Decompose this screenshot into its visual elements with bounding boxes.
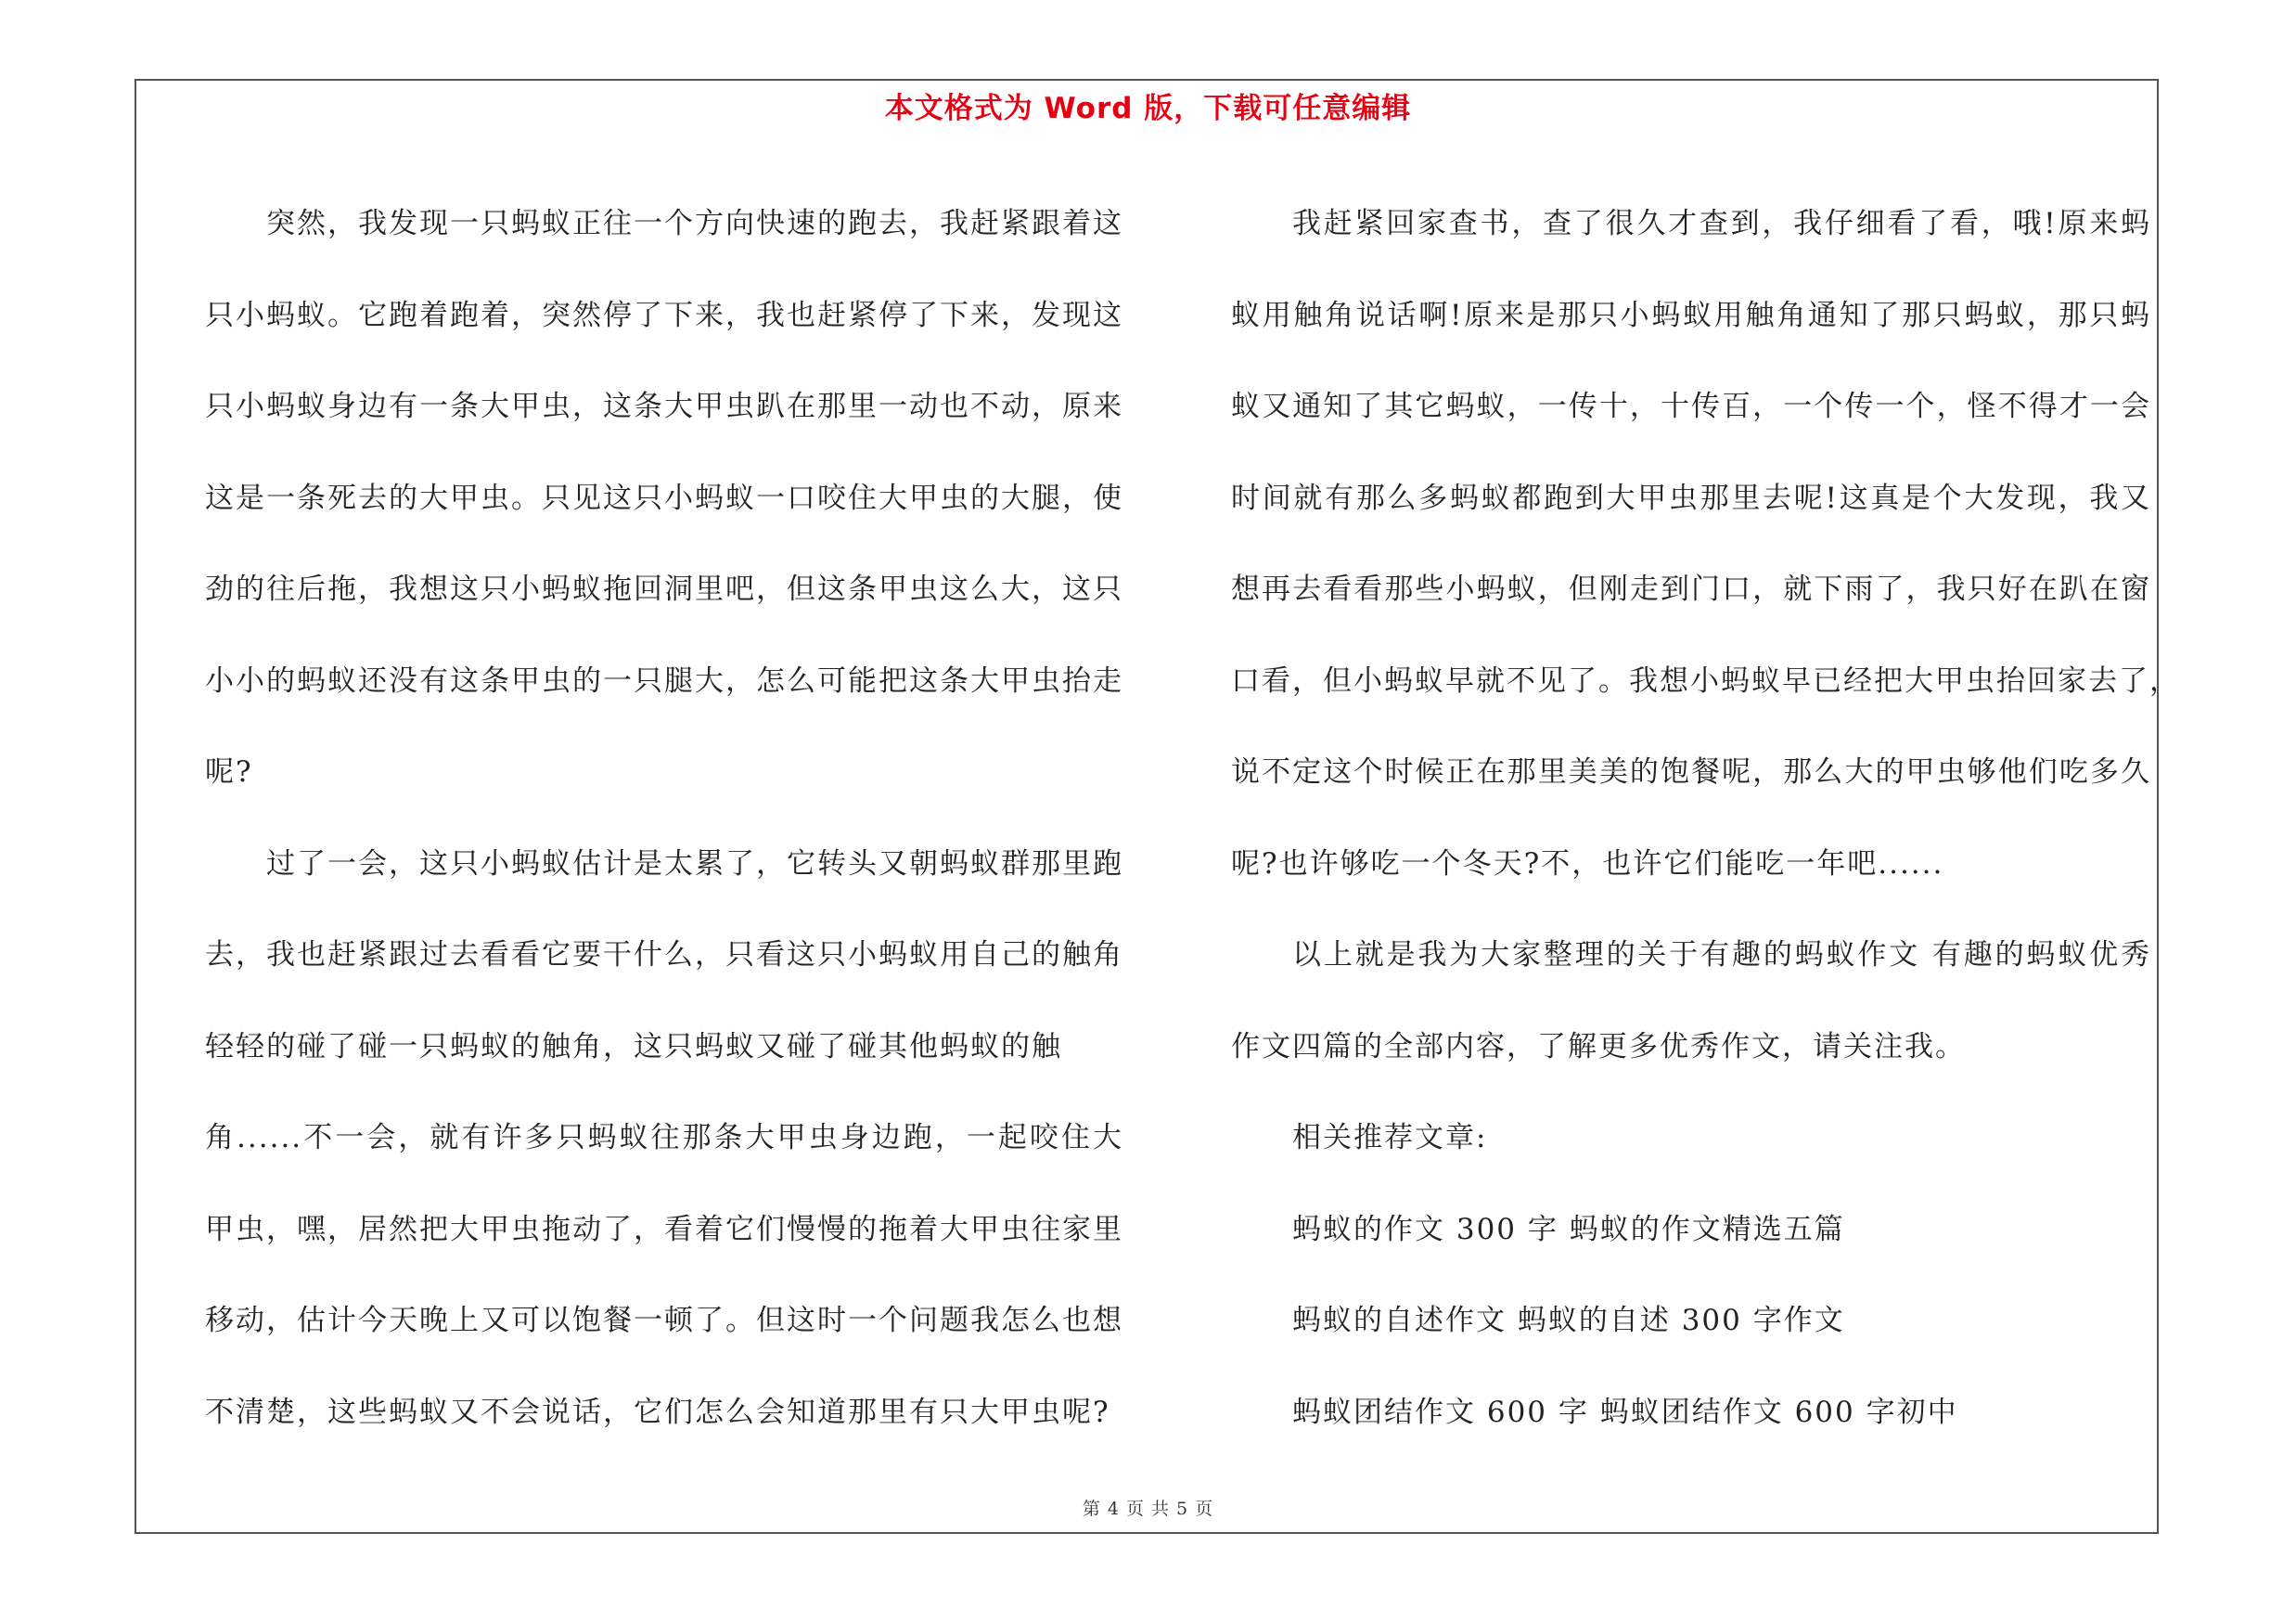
related-article-link[interactable]: 蚂蚁的作文 300 字 蚂蚁的作文精选五篇 [1292, 1212, 1845, 1246]
paragraph-line: 劲的往后拖，我想这只小蚂蚁拖回洞里吧，但这条甲虫这么大，这只 [205, 573, 1123, 606]
paragraph-line: 蚁又通知了其它蚂蚁，一传十，十传百，一个传一个，怪不得才一会 [1231, 390, 2151, 423]
page-number-footer: 第 4 页 共 5 页 [1082, 1499, 1214, 1519]
paragraph-line: 时间就有那么多蚂蚁都跑到大甲虫那里去呢!这真是个大发现，我又 [1231, 481, 2151, 515]
paragraph-line: 只小蚂蚁身边有一条大甲虫，这条大甲虫趴在那里一动也不动，原来 [205, 390, 1123, 423]
word-format-banner: 本文格式为 Word 版，下载可任意编辑 [884, 92, 1412, 125]
paragraph-line: 过了一会，这只小蚂蚁估计是太累了，它转头又朝蚂蚁群那里跑 [266, 846, 1123, 881]
paragraph-line: 这是一条死去的大甲虫。只见这只小蚂蚁一口咬住大甲虫的大腿，使 [205, 481, 1123, 515]
paragraph-line: 蚁用触角说话啊!原来是那只小蚂蚁用触角通知了那只蚂蚁，那只蚂 [1231, 298, 2151, 332]
paragraph-line: 以上就是我为大家整理的关于有趣的蚂蚁作文 有趣的蚂蚁优秀 [1292, 938, 2151, 972]
paragraph-line: 只小蚂蚁。它跑着跑着，突然停了下来，我也赶紧停了下来，发现这 [205, 298, 1123, 332]
paragraph-line: 轻轻的碰了碰一只蚂蚁的触角，这只蚂蚁又碰了碰其他蚂蚁的触 [205, 1029, 1062, 1063]
paragraph-line: 呢?也许够吃一个冬天?不，也许它们能吃一年吧...... [1231, 846, 1944, 881]
paragraph-line: 口看，但小蚂蚁早就不见了。我想小蚂蚁早已经把大甲虫抬回家去了， [1231, 663, 2180, 698]
paragraph-line: 我赶紧回家查书，查了很久才查到，我仔细看了看，哦!原来蚂 [1292, 207, 2151, 240]
paragraph-line: 想再去看看那些小蚂蚁，但刚走到门口，就下雨了，我只好在趴在窗 [1231, 573, 2151, 606]
paragraph-line: 作文四篇的全部内容，了解更多优秀作文，请关注我。 [1231, 1029, 1966, 1063]
paragraph-line: 移动，估计今天晚上又可以饱餐一顿了。但这时一个问题我怎么也想 [205, 1304, 1123, 1337]
paragraph-line: 角......不一会，就有许多只蚂蚁往那条大甲虫身边跑，一起咬住大 [205, 1121, 1123, 1154]
paragraph-line: 小小的蚂蚁还没有这条甲虫的一只腿大，怎么可能把这条大甲虫抬走 [205, 663, 1123, 698]
paragraph-line: 突然，我发现一只蚂蚁正往一个方向快速的跑去，我赶紧跟着这 [266, 207, 1123, 240]
left-column [205, 178, 1123, 1458]
paragraph-line: 说不定这个时候正在那里美美的饱餐呢，那么大的甲虫够他们吃多久 [1231, 755, 2151, 789]
paragraph-line: 呢? [205, 755, 253, 789]
paragraph-line: 甲虫，嘿，居然把大甲虫拖动了，看着它们慢慢的拖着大甲虫往家里 [205, 1212, 1123, 1246]
right-column [1231, 178, 2180, 1458]
related-article-link[interactable]: 蚂蚁团结作文 600 字 蚂蚁团结作文 600 字初中 [1292, 1395, 1958, 1429]
related-articles-heading: 相关推荐文章: [1292, 1121, 1488, 1154]
paragraph-line: 不清楚，这些蚂蚁又不会说话，它们怎么会知道那里有只大甲虫呢? [205, 1395, 1110, 1429]
paragraph-line: 去，我也赶紧跟过去看看它要干什么，只看这只小蚂蚁用自己的触角 [205, 938, 1123, 972]
related-article-link[interactable]: 蚂蚁的自述作文 蚂蚁的自述 300 字作文 [1292, 1304, 1845, 1337]
